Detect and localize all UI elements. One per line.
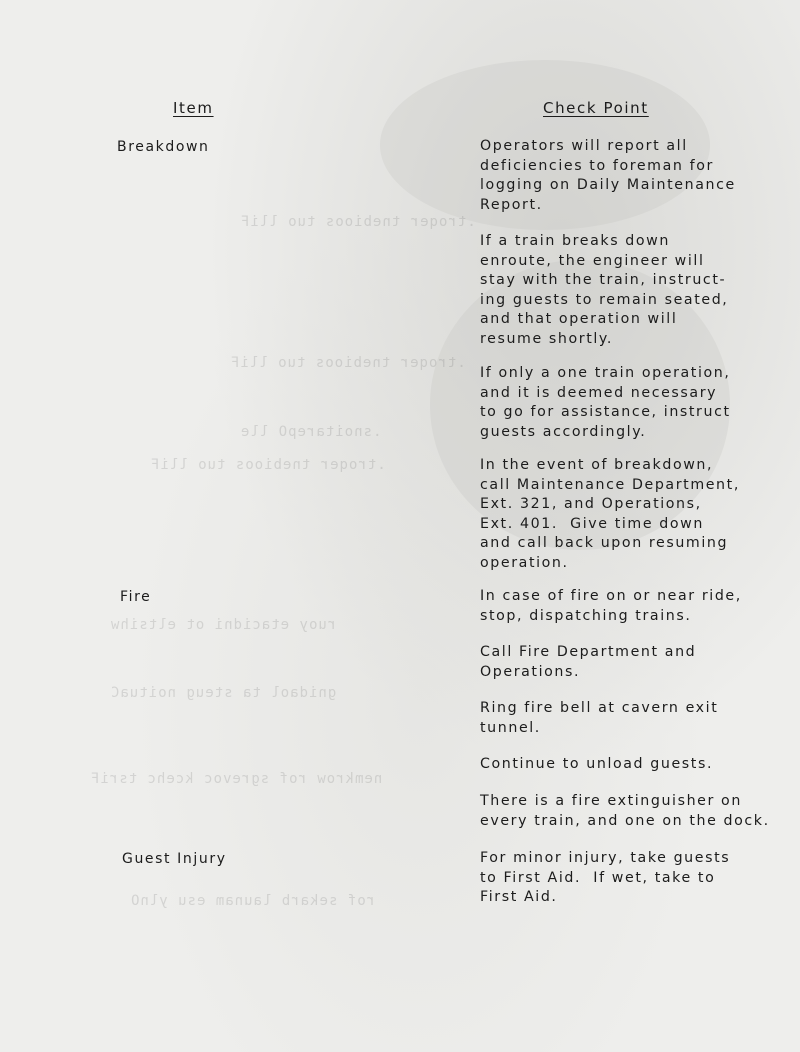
check-point-fire-1: In case of fire on or near ride, stop, dispatching trains. [480,588,742,624]
check-point-fire-5: There is a fire extinguisher on every train, and one on the dock. [480,793,770,829]
check-point-guest-injury-1: For minor injury, take guests to First Aid. If wet, take to First Aid. [480,850,731,905]
bleed-through-line: nemkrow rof sgrevoc kcehc tsriF [90,771,383,787]
bleed-through-line: .snoitarepO lle [240,424,382,440]
bleed-through-line: ruoy etacidni ot eltsihw [110,617,337,633]
bleed-through-line: .troqer tnebioos tuo lliF [240,214,476,230]
bleed-through-line: rof sekarb launam esu ylnO [130,893,376,909]
check-point-breakdown-2: If a train breaks down enroute, the engineer will stay with the train, instruct- ing guests to remain seated, and that operation will resume shortly. [480,233,729,347]
column-header-item: Item [173,99,214,117]
check-point-breakdown-1: Operators will report all deficiencies to foreman for logging on Daily Maintenance Report. [480,138,736,213]
check-point-fire-2: Call Fire Department and Operations. [480,644,697,680]
item-breakdown: Breakdown [117,139,210,155]
check-point-fire-3: Ring fire bell at cavern exit tunnel. [480,700,719,736]
bleed-through-line: .troqer tnebioos tuo lliF [150,457,386,473]
bleed-through-line: .troqer tnebioos tuo lliF [230,355,466,371]
column-header-check-point: Check Point [543,99,649,117]
bleed-through-line: gnidaol ta steug noituaC [110,685,337,701]
check-point-fire-4: Continue to unload guests. [480,756,714,772]
check-point-breakdown-3: If only a one train operation, and it is deemed necessary to go for assistance, instruct guests accordingly. [480,365,731,440]
item-fire: Fire [120,589,152,605]
item-guest-injury: Guest Injury [122,851,227,867]
check-point-breakdown-4: In the event of breakdown, call Maintenance Department, Ext. 321, and Operations, Ext. 401. Give time down and call back upon resuming operation. [480,457,740,571]
